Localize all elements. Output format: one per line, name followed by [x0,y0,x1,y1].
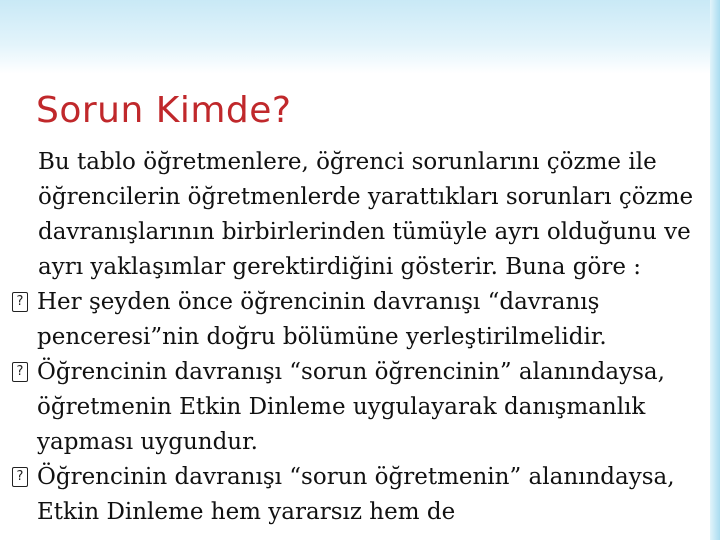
bullet-text: Öğrencinin davranışı “sorun öğrencinin” alanındaysa, öğretmenin Etkin Dinleme uygulayarak danışmanlık yapması uygundur. [37,359,665,455]
missing-glyph-box-icon: ? [12,362,28,382]
bullet-text: Öğrencinin davranışı “sorun öğretmenin” alanındaysa, Etkin Dinleme hem yararsız hem de [37,464,675,525]
bullet-item [10,355,715,460]
bullet-item [10,285,715,355]
bullet-text: Her şeyden önce öğrencinin davranışı “davranış penceresi”nin doğru bölümüne yerleştirilmelidir. [37,289,607,350]
top-decorative-band [0,0,720,74]
bullet-item [10,460,715,530]
missing-glyph-box-icon: ? [12,292,28,312]
intro-paragraph: Bu tablo öğretmenlere, öğrenci sorunlarını çözme ile öğrencilerin öğretmenlerde yarattıkları sorunları çözme davranışlarının birbirlerinden tümüyle ayrı olduğunu ve ayrı yaklaşımlar gerektirdiğini gösterir. Buna göre : [38,149,694,280]
slide-body [10,145,715,530]
missing-glyph-box-icon: ? [12,467,28,487]
slide-title: Sorun Kimde? [36,90,292,131]
